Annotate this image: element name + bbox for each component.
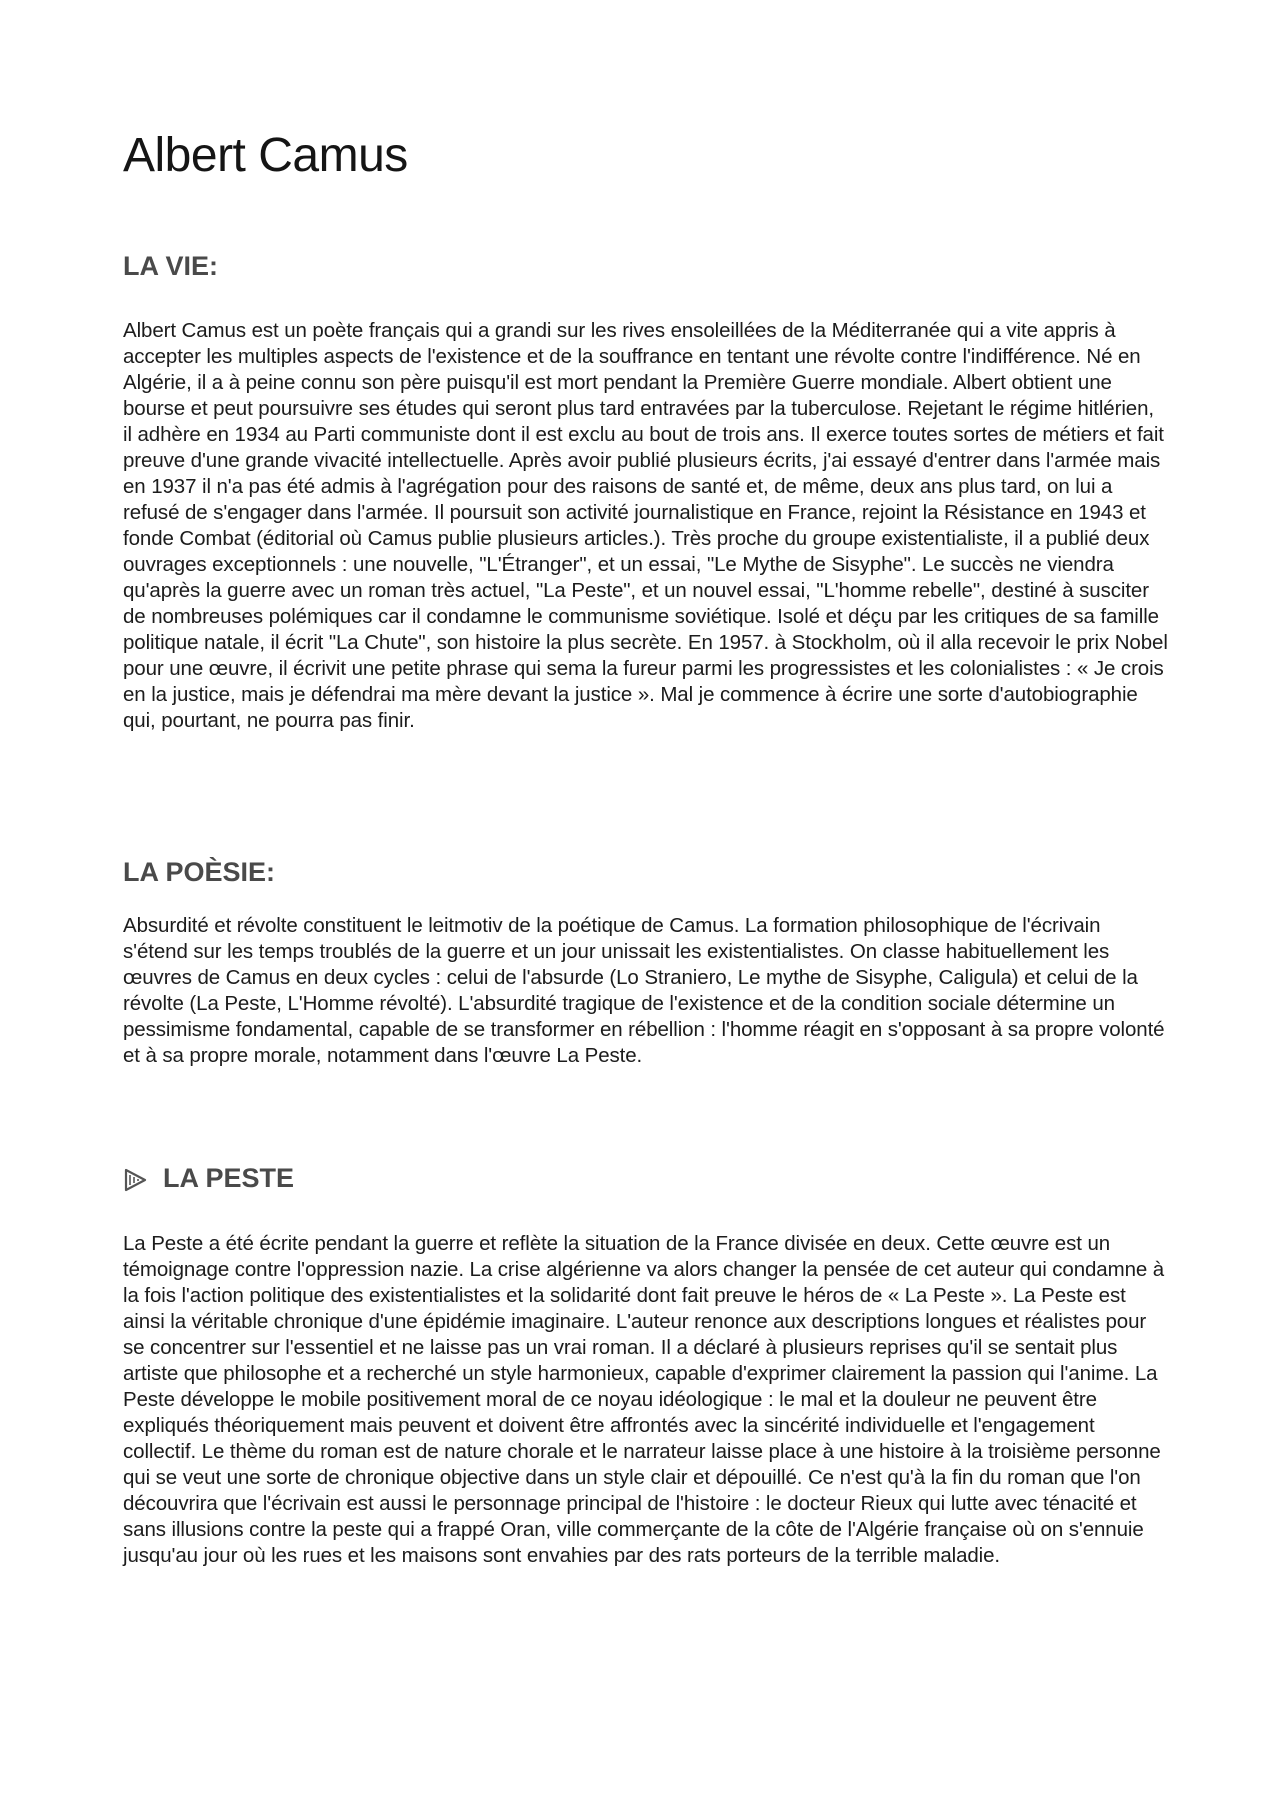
play-arrow-icon xyxy=(123,1166,147,1190)
section-heading-la-poesie: LA POÈSIE: xyxy=(123,857,276,887)
section-heading-la-vie: LA VIE: xyxy=(123,251,219,281)
page-title: Albert Camus xyxy=(123,129,408,182)
section-text-la-poesie: Absurdité et révolte constituent le leitmotiv de la poétique de Camus. La formation philosophique de l'écrivain s'étend sur les temps troublés de la guerre et un jour unissait les existentialistes. On classe habituellement les œuvres de Camus en deux cycles : celui de l'absurde (Lo Straniero, Le mythe de Sisyphe, Caligula) et celui de la révolte (La Peste, L'Homme révolté). L'absurdité tragique de l'existence et de la condition sociale détermine un pessimisme fondamental, capable de se transformer en rébellion : l'homme réagit en s'opposant à sa propre volonté et à sa propre morale, notamment dans l'œuvre La Peste. xyxy=(123,914,1165,1067)
section-text-la-peste: La Peste a été écrite pendant la guerre et reflète la situation de la France divisée en deux. Cette œuvre est un témoignage contre l'oppression nazie. La crise algérienne va alors changer la pensée de cet auteur qui condamne à la fois l'action politique des existentialistes et la solidarité dont fait preuve le héros de « La Peste ». La Peste est ainsi la véritable chronique d'une épidémie imaginaire. L'auteur renonce aux descriptions longues et réalistes pour se concentrer sur l'essentiel et ne laisse pas un vrai roman. Il a déclaré à plusieurs reprises qu'il se sentait plus artiste que philosophe et a recherché un style harmonieux, capable d'exprimer clairement la passion qui l'anime. La Peste développe le mobile positivement moral de ce noyau idéologique : le mal et la douleur ne peuvent être expliqués théoriquement mais peuvent et doivent être affrontés avec la sincérité individuelle et l'engagement collectif. Le thème du roman est de nature chorale et le narrateur laisse place à une histoire à la troisième personne qui se veut une sorte de chronique objective dans un style clair et dépouillé. Ce n'est qu'à la fin du roman que l'on découvrira que l'écrivain est aussi le personnage principal de l'histoire : le docteur Rieux qui lutte avec ténacité et sans illusions contre la peste qui a frappé Oran, ville commerçante de la côte de l'Algérie française où on s'ennuie jusqu'au jour où les rues et les maisons sont envahies par des rats porteurs de la terrible maladie. xyxy=(123,1232,1165,1567)
section-heading-la-peste: LA PESTE xyxy=(163,1163,295,1193)
section-heading-la-peste-container xyxy=(123,1161,294,1195)
section-text-la-vie: Albert Camus est un poète français qui a grandi sur les rives ensoleillées de la Méditerranée qui a vite appris à accepter les multiples aspects de l'existence et de la souffrance en tentant une révolte contre l'indifférence. Né en Algérie, il a à peine connu son père puisqu'il est mort pendant la Première Guerre mondiale. Albert obtient une bourse et peut poursuivre ses études qui seront plus tard entravées par la tuberculose. Rejetant le régime hitlérien, il adhère en 1934 au Parti communiste dont il est exclu au bout de trois ans. Il exerce toutes sortes de métiers et fait preuve d'une grande vivacité intellectuelle. Après avoir publié plusieurs écrits, j'ai essayé d'entrer dans l'armée mais en 1937 il n'a pas été admis à l'agrégation pour des raisons de santé et, de même, deux ans plus tard, on lui a refusé de s'engager dans l'armée. Il poursuit son activité journalistique en France, rejoint la Résistance en 1943 et fonde Combat (éditorial où Camus publie plusieurs articles.). Très proche du groupe existentialiste, il a publié deux ouvrages exceptionnels : une nouvelle, "L'Étranger", et un essai, "Le Mythe de Sisyphe". Le succès ne viendra qu'après la guerre avec un roman très actuel, "La Peste", et un nouvel essai, "L'homme rebelle", destiné à susciter de nombreuses polémiques car il condamne le communisme soviétique. Isolé et déçu par les critiques de sa famille politique natale, il écrit "La Chute", son histoire la plus secrète. En 1957. à Stockholm, où il alla recevoir le prix Nobel pour une œuvre, il écrivit une petite phrase qui sema la fureur parmi les progressistes et les colonialistes : « Je crois en la justice, mais je défendrai ma mère devant la justice ». Mal je commence à écrire une sorte d'autobiographie qui, pourtant, ne pourra pas finir. xyxy=(123,319,1168,732)
